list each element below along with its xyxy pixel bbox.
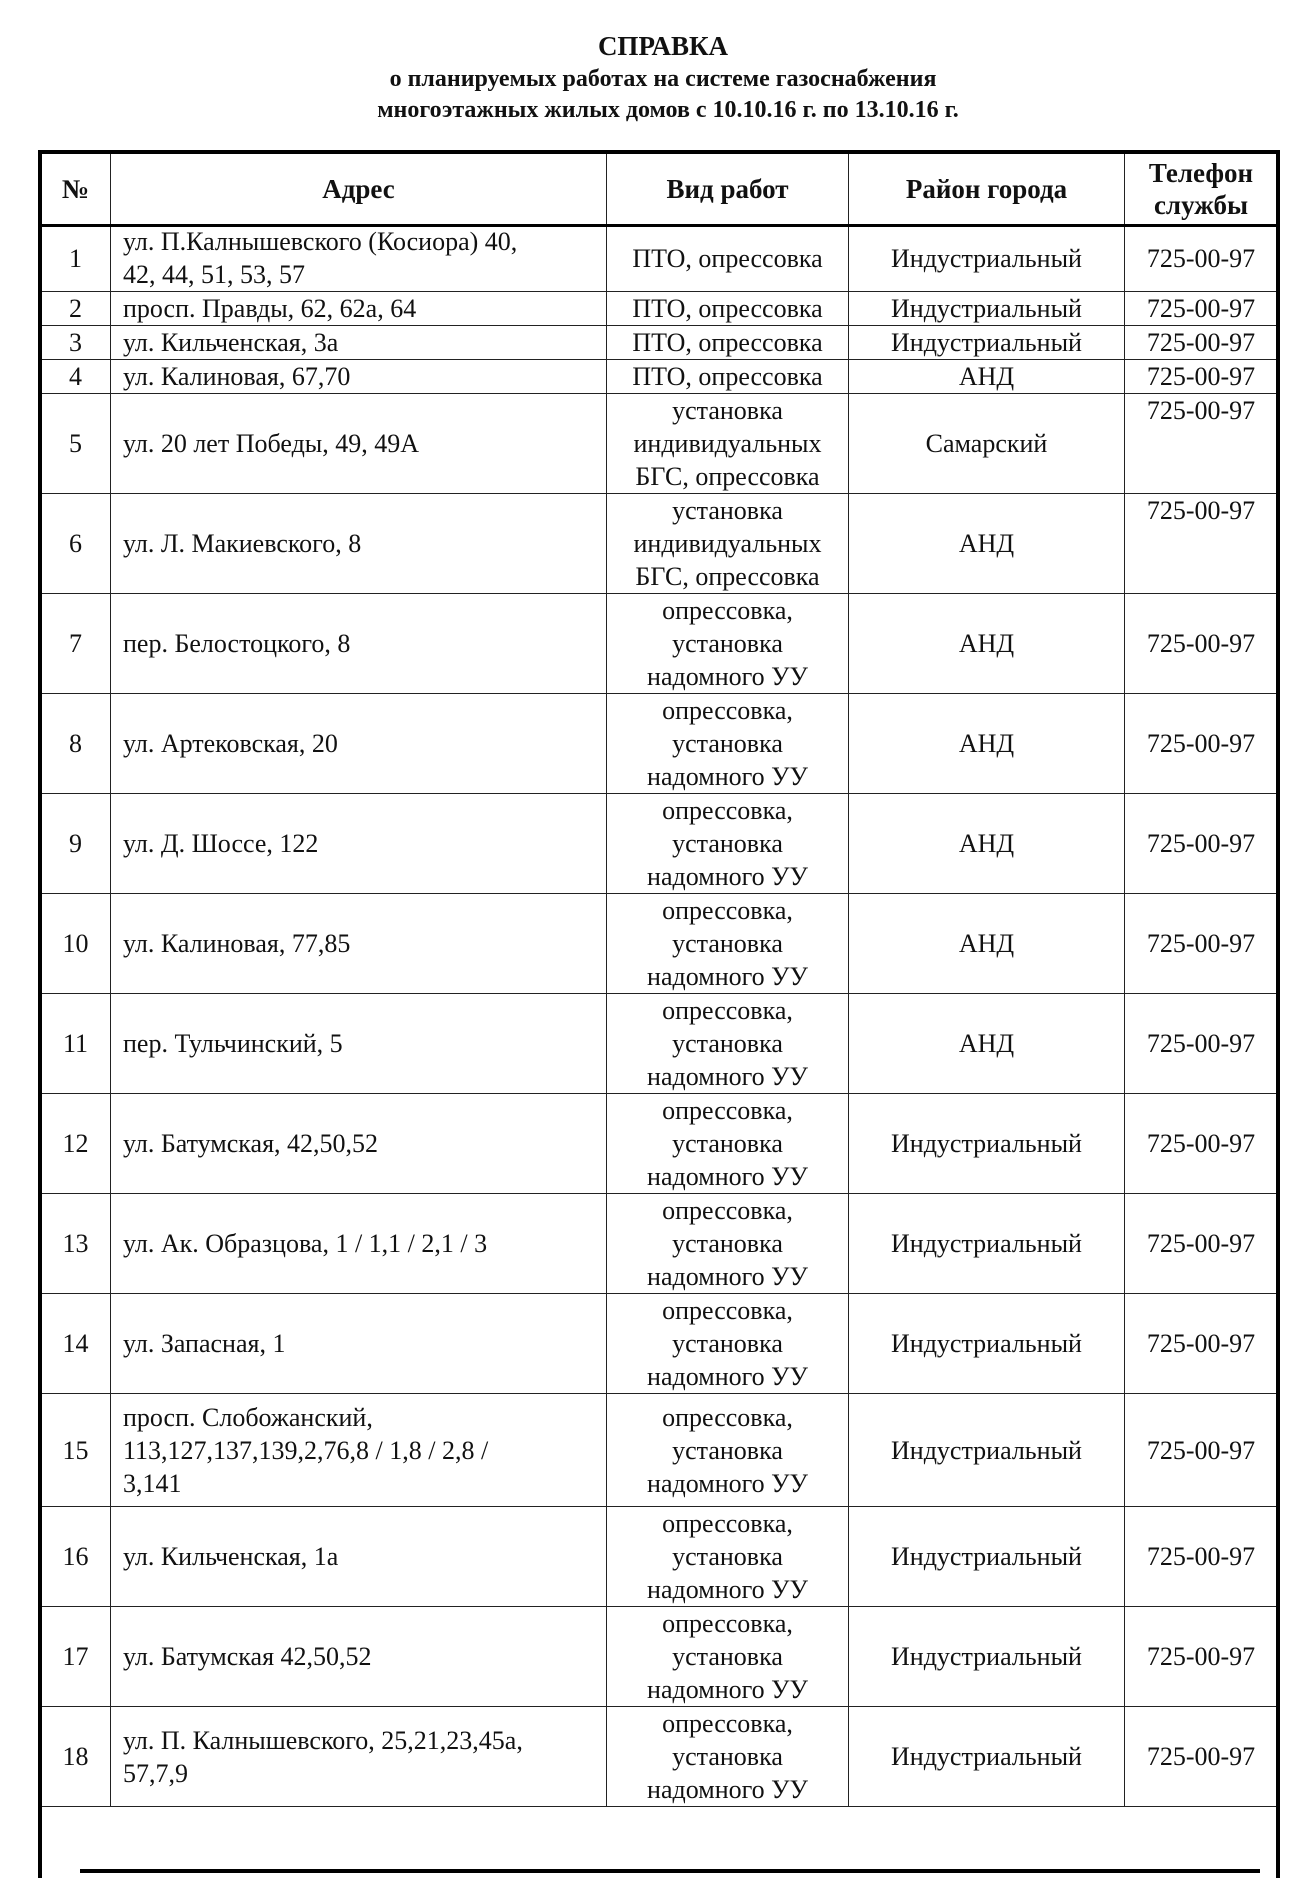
work-type-line: установка (672, 1642, 783, 1671)
address-line: ул. Кильченская, 3а (123, 328, 339, 357)
address-line: 42, 44, 51, 53, 57 (123, 260, 305, 289)
row-number: 5 (41, 394, 111, 494)
work-type-line: установка (672, 1229, 783, 1258)
row-work-type (607, 1194, 849, 1294)
address-line: пер. Белостоцкого, 8 (123, 629, 351, 658)
table-frame-top (38, 150, 1279, 154)
row-address (111, 1094, 607, 1194)
work-type-line: опрессовка, (662, 1509, 793, 1538)
row-address (111, 494, 607, 594)
row-district: Индустриальный (849, 326, 1125, 360)
row-number: 2 (41, 292, 111, 326)
table-row (41, 894, 1278, 994)
row-district: Индустриальный (849, 292, 1125, 326)
address-line: 57,7,9 (123, 1758, 188, 1788)
row-number: 9 (41, 794, 111, 894)
work-type-line: установка (672, 729, 783, 758)
work-type-line: надомного УУ (647, 1468, 808, 1498)
row-work-type (607, 694, 849, 794)
address-line: ул. Кильченская, 1а (123, 1542, 339, 1571)
work-type-line: установка (672, 1435, 783, 1465)
work-type-line: опрессовка, (662, 1196, 793, 1225)
row-district: АНД (849, 494, 1125, 594)
work-type-line: установка (672, 629, 783, 658)
table-row (41, 360, 1278, 394)
row-address (111, 1194, 607, 1294)
row-phone: 725-00-97 (1125, 994, 1278, 1094)
table-frame-right (1276, 150, 1280, 1878)
row-address (111, 394, 607, 494)
works-table-header (41, 153, 1278, 225)
row-district: Самарский (849, 394, 1125, 494)
row-number: 10 (41, 894, 111, 994)
row-phone: 725-00-97 (1125, 1394, 1278, 1507)
address-line: ул. Калиновая, 67,70 (123, 362, 351, 391)
header-work-type: Вид работ (607, 153, 849, 225)
document-subtitle-line-1: о планируемых работах на системе газоснабжения (389, 66, 937, 92)
work-type-line: ПТО, опрессовка (632, 243, 823, 273)
table-row (41, 292, 1278, 326)
row-phone: 725-00-97 (1125, 694, 1278, 794)
table-row (41, 994, 1278, 1094)
address-line: просп. Правды, 62, 62а, 64 (123, 294, 417, 323)
row-address (111, 694, 607, 794)
row-work-type (607, 1707, 849, 1807)
table-frame-left (38, 150, 42, 1878)
row-number: 8 (41, 694, 111, 794)
row-address (111, 894, 607, 994)
row-district: АНД (849, 894, 1125, 994)
row-work-type (607, 1394, 849, 1507)
table-row (41, 1507, 1278, 1607)
work-type-line: опрессовка, (662, 1609, 793, 1638)
table-row (41, 326, 1278, 360)
works-table (40, 152, 1278, 1807)
work-type-line: опрессовка, (662, 1402, 793, 1432)
row-address (111, 225, 607, 292)
row-address (111, 1607, 607, 1707)
row-work-type (607, 326, 849, 360)
table-row (41, 494, 1278, 594)
row-address (111, 360, 607, 394)
header-row (41, 153, 1278, 225)
row-number: 16 (41, 1507, 111, 1607)
address-line: пер. Тульчинский, 5 (123, 1029, 343, 1058)
row-work-type (607, 292, 849, 326)
table-row (41, 1194, 1278, 1294)
document-title: СПРАВКА (597, 31, 729, 61)
work-type-line: установка (672, 929, 783, 958)
row-number: 7 (41, 594, 111, 694)
work-type-line: опрессовка, (662, 996, 793, 1025)
address-line: ул. Артековская, 20 (123, 729, 338, 758)
work-type-line: установка (672, 1542, 783, 1571)
row-phone: 725-00-97 (1125, 1507, 1278, 1607)
work-type-line: опрессовка, (662, 896, 793, 925)
header-phone (1125, 153, 1278, 225)
row-work-type (607, 1507, 849, 1607)
row-number: 14 (41, 1294, 111, 1394)
row-work-type (607, 225, 849, 292)
address-line: 113,127,137,139,2,76,8 / 1,8 / 2,8 / (123, 1435, 489, 1465)
row-address (111, 994, 607, 1094)
address-line: ул. Батумская, 42,50,52 (123, 1129, 379, 1158)
work-type-line: опрессовка, (662, 796, 793, 825)
row-phone: 725-00-97 (1125, 326, 1278, 360)
address-line: ул. 20 лет Победы, 49, 49А (123, 429, 420, 458)
row-work-type (607, 394, 849, 494)
work-type-line: надомного УУ (647, 1062, 808, 1091)
table-row (41, 1394, 1278, 1507)
row-district: Индустриальный (849, 1294, 1125, 1394)
address-line: ул. Ак. Образцова, 1 / 1,1 / 2,1 / 3 (123, 1229, 488, 1258)
row-phone: 725-00-97 (1125, 1707, 1278, 1807)
row-number: 13 (41, 1194, 111, 1294)
row-district: АНД (849, 360, 1125, 394)
work-type-line: установка (672, 1329, 783, 1358)
row-phone: 725-00-97 (1125, 360, 1278, 394)
work-type-line: надомного УУ (647, 1262, 808, 1291)
work-type-line: индивидуальных (633, 429, 822, 458)
row-phone: 725-00-97 (1125, 1194, 1278, 1294)
address-line: ул. Калиновая, 77,85 (123, 929, 351, 958)
work-type-line: надомного УУ (647, 1675, 808, 1704)
row-number: 4 (41, 360, 111, 394)
table-row (41, 1707, 1278, 1807)
work-type-line: ПТО, опрессовка (632, 362, 823, 391)
work-type-line: БГС, опрессовка (635, 462, 820, 491)
header-district: Район города (849, 153, 1125, 225)
row-district: Индустриальный (849, 1707, 1125, 1807)
address-line: 3,141 (123, 1468, 182, 1498)
row-address (111, 594, 607, 694)
header-phone-line-2: службы (1153, 189, 1249, 220)
row-work-type (607, 894, 849, 994)
table-row (41, 394, 1278, 494)
table-row (41, 1607, 1278, 1707)
work-type-line: установка (672, 1129, 783, 1158)
row-district: Индустриальный (849, 1094, 1125, 1194)
work-type-line: опрессовка, (662, 1096, 793, 1125)
table-row (41, 794, 1278, 894)
row-work-type (607, 1607, 849, 1707)
page-bottom-rule (80, 1869, 1260, 1873)
work-type-line: установка (672, 496, 783, 525)
row-address (111, 794, 607, 894)
work-type-line: индивидуальных (633, 529, 822, 558)
table-row (41, 225, 1278, 292)
row-phone: 725-00-97 (1125, 894, 1278, 994)
row-number: 1 (41, 225, 111, 292)
work-type-line: надомного УУ (647, 662, 808, 691)
row-district: Индустриальный (849, 225, 1125, 292)
address-line: ул. Л. Макиевского, 8 (123, 529, 362, 558)
table-row (41, 694, 1278, 794)
row-address (111, 1707, 607, 1807)
document-header (0, 28, 1306, 126)
row-address (111, 1394, 607, 1507)
row-district: Индустриальный (849, 1394, 1125, 1507)
works-table-body (41, 225, 1278, 1807)
row-district: Индустриальный (849, 1507, 1125, 1607)
row-work-type (607, 794, 849, 894)
work-type-line: установка (672, 829, 783, 858)
work-type-line: установка (672, 1029, 783, 1058)
row-work-type (607, 494, 849, 594)
row-number: 12 (41, 1094, 111, 1194)
work-type-line: надомного УУ (647, 1575, 808, 1604)
work-type-line: опрессовка, (662, 596, 793, 625)
row-work-type (607, 1294, 849, 1394)
row-address (111, 326, 607, 360)
row-work-type (607, 360, 849, 394)
row-phone: 725-00-97 (1125, 225, 1278, 292)
row-number: 17 (41, 1607, 111, 1707)
work-type-line: опрессовка, (662, 1296, 793, 1325)
row-phone: 725-00-97 (1125, 594, 1278, 694)
table-row (41, 1094, 1278, 1194)
row-phone: 725-00-97 (1125, 494, 1278, 594)
address-line: ул. Батумская 42,50,52 (123, 1642, 372, 1671)
address-line: ул. Запасная, 1 (123, 1329, 286, 1358)
header-divider (40, 224, 1277, 227)
row-work-type (607, 994, 849, 1094)
row-phone: 725-00-97 (1125, 292, 1278, 326)
row-district: Индустриальный (849, 1607, 1125, 1707)
row-district: АНД (849, 594, 1125, 694)
work-type-line: ПТО, опрессовка (632, 328, 823, 357)
work-type-line: опрессовка, (662, 696, 793, 725)
row-phone: 725-00-97 (1125, 1094, 1278, 1194)
row-phone: 725-00-97 (1125, 1294, 1278, 1394)
document-subtitle-line-2: многоэтажных жилых домов с 10.10.16 г. по 13.10.16 г. (377, 97, 959, 123)
work-type-line: опрессовка, (662, 1709, 793, 1738)
work-type-line: ПТО, опрессовка (632, 294, 823, 323)
row-number: 6 (41, 494, 111, 594)
work-type-line: надомного УУ (647, 862, 808, 891)
row-address (111, 292, 607, 326)
row-address (111, 1294, 607, 1394)
address-line: ул. П. Калнышевского, 25,21,23,45а, (123, 1725, 523, 1755)
table-row (41, 1294, 1278, 1394)
row-phone: 725-00-97 (1125, 1607, 1278, 1707)
work-type-line: надомного УУ (647, 762, 808, 791)
table-row (41, 594, 1278, 694)
row-district: Индустриальный (849, 1194, 1125, 1294)
row-phone: 725-00-97 (1125, 394, 1278, 494)
address-line: ул. П.Калнышевского (Косиора) 40, (123, 227, 518, 256)
work-type-line: надомного УУ (647, 1162, 808, 1191)
row-work-type (607, 594, 849, 694)
work-type-line: установка (672, 396, 783, 425)
header-num: № (41, 153, 111, 225)
header-phone-line-1: Телефон (1148, 157, 1254, 188)
address-line: ул. Д. Шоссе, 122 (123, 829, 319, 858)
row-district: АНД (849, 694, 1125, 794)
row-address (111, 1507, 607, 1607)
row-work-type (607, 1094, 849, 1194)
work-type-line: надомного УУ (647, 962, 808, 991)
address-line: просп. Слобожанский, (123, 1402, 373, 1432)
row-number: 18 (41, 1707, 111, 1807)
work-type-line: надомного УУ (647, 1362, 808, 1391)
work-type-line: надомного УУ (647, 1775, 808, 1804)
work-type-line: установка (672, 1742, 783, 1771)
row-district: АНД (849, 994, 1125, 1094)
row-number: 11 (41, 994, 111, 1094)
header-address: Адрес (111, 153, 607, 225)
row-phone: 725-00-97 (1125, 794, 1278, 894)
row-number: 15 (41, 1394, 111, 1507)
row-number: 3 (41, 326, 111, 360)
work-type-line: БГС, опрессовка (635, 562, 820, 591)
row-district: АНД (849, 794, 1125, 894)
